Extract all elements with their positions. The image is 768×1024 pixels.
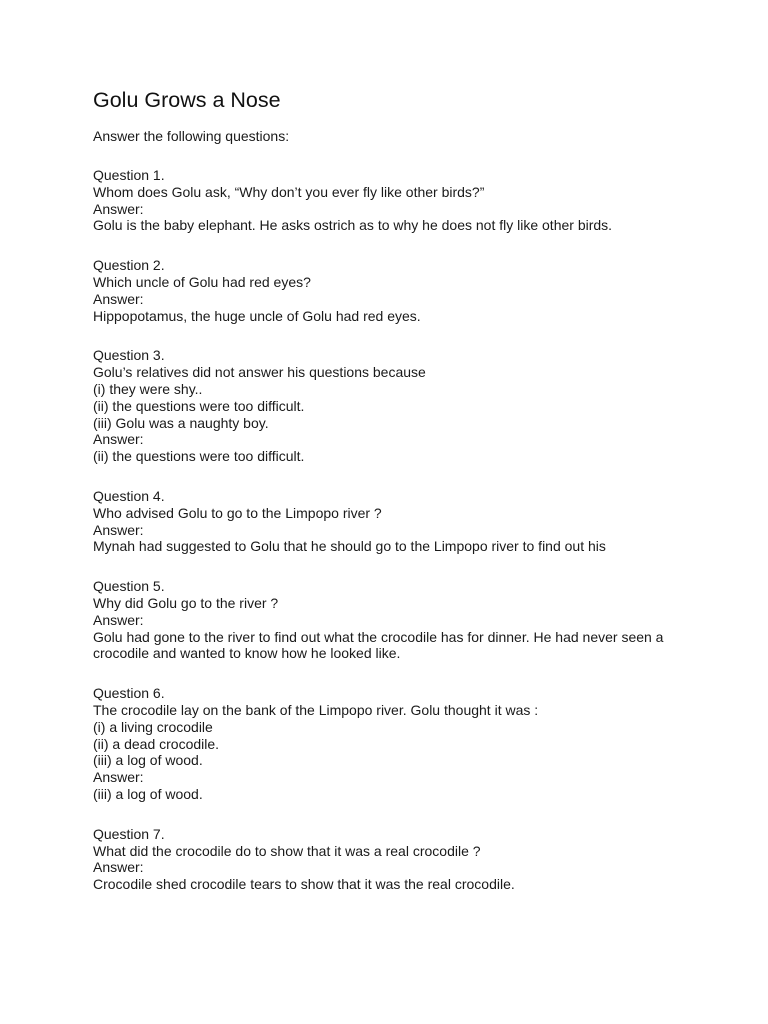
question-label: Question 7. [93,825,165,842]
question-block-6 [93,685,733,803]
question-block-5 [93,578,733,662]
question-block-4 [93,488,733,555]
question-text: The crocodile lay on the bank of the Limpopo river. Golu thought it was : [93,701,539,718]
answer-text: Golu had gone to the river to find out what the crocodile has for dinner. He had never seen a crocodile and wanted to know how he looked like. [93,628,664,662]
question-block-1 [93,167,733,234]
question-label: Question 1. [93,167,165,183]
question-text: Which uncle of Golu had red eyes? [93,273,311,290]
answer-label: Answer: [93,611,144,628]
option-item: (iii) Golu was a naughty boy. [93,414,269,431]
question-label: Question 3. [93,347,165,364]
option-item: (ii) a dead crocodile. [93,735,220,752]
question-block-2 [93,257,733,324]
question-label: Question 5. [93,578,165,595]
answer-label: Answer: [93,521,144,538]
answer-text: Hippopotamus, the huge uncle of Golu had red eyes. [93,307,421,324]
answer-text: (ii) the questions were too difficult. [93,448,305,465]
question-text: Who advised Golu to go to the Limpopo river ? [93,504,382,521]
answer-label: Answer: [93,769,144,786]
question-label: Question 6. [93,685,165,702]
answer-label: Answer: [93,859,144,876]
option-item: (i) a living crocodile [93,718,213,735]
document-title: Golu Grows a Nose [93,88,281,112]
question-label: Question 2. [93,257,165,274]
answer-label: Answer: [93,431,144,448]
question-label: Question 4. [93,487,165,504]
question-text: Why did Golu go to the river ? [93,594,279,611]
option-item: (i) they were shy.. [93,380,203,397]
answer-text: Crocodile shed crocodile tears to show that it was the real crocodile. [93,876,515,893]
question-text: Golu’s relatives did not answer his questions because [93,364,426,381]
answer-text: Mynah had suggested to Golu that he should go to the Limpopo river to find out his [93,538,606,555]
option-item: (ii) the questions were too difficult. [93,397,305,414]
answer-label: Answer: [93,200,144,217]
answer-text: Golu is the baby elephant. He asks ostrich as to why he does not fly like other birds. [93,217,613,234]
option-item: (iii) a log of wood. [93,752,203,769]
question-block-3 [93,347,733,465]
question-text: What did the crocodile do to show that it was a real crocodile ? [93,842,481,859]
answer-label: Answer: [93,290,144,307]
document-page [93,86,733,916]
question-text: Whom does Golu ask, “Why don’t you ever fly like other birds?” [93,183,485,200]
answer-text: (iii) a log of wood. [93,785,203,802]
question-block-7 [93,826,733,893]
instructions: Answer the following questions: [93,128,290,144]
